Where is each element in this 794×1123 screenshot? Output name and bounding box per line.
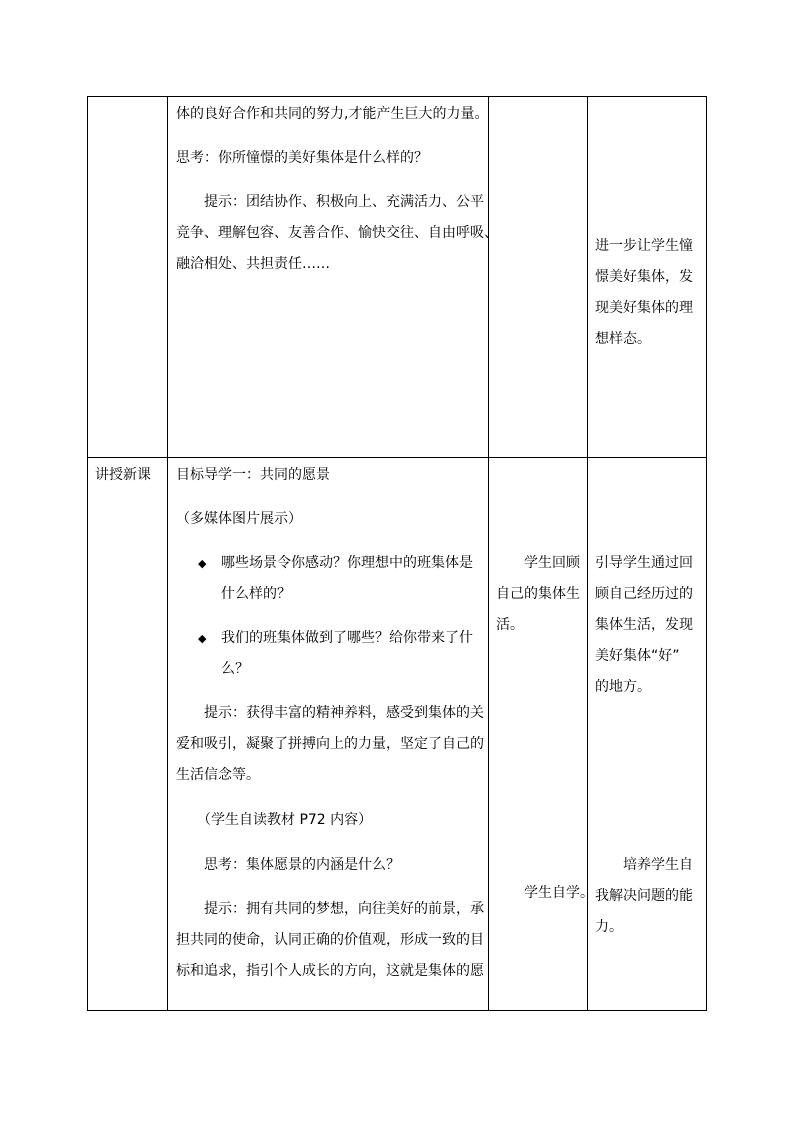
intent-line: 美好集体“好”	[595, 648, 680, 664]
question-line: 我们的班集体做到了哪些？给你带来了什	[221, 630, 473, 646]
column-divider-3	[587, 96, 588, 1011]
self-read-note: （学生自读教材 P72 内容）	[197, 812, 373, 828]
hint-line: 标和追求，指引个人成长的方向，这就是集体的愿	[176, 963, 484, 979]
intent-line: 引导学生通过回	[595, 555, 693, 571]
table-border-right	[706, 96, 707, 1011]
intent-line: 我解决问题的能	[595, 888, 693, 904]
table-border-top	[87, 96, 707, 97]
intent-line: 集体生活，发现	[595, 617, 693, 633]
column-divider-1	[167, 96, 168, 1011]
media-note: （多媒体图片展示）	[176, 511, 302, 527]
table-border-bottom	[87, 1010, 707, 1011]
intent-line: 现美好集体的理	[595, 300, 693, 316]
content-line: 融洽相处、共担责任……	[176, 256, 330, 272]
hint-line: 担共同的使命，认同正确的价值观，形成一致的目	[176, 932, 484, 948]
row-divider	[87, 457, 707, 458]
content-line: 体的良好合作和共同的努力,才能产生巨大的力量。	[176, 106, 489, 122]
goal-heading: 目标导学一：共同的愿景	[176, 467, 330, 483]
intent-line: 憬美好集体，发	[595, 269, 693, 285]
activity-line: 学生回顾	[524, 555, 580, 571]
question-line: 哪些场景令你感动？你理想中的班集体是	[221, 555, 473, 571]
hint-line: 爱和吸引，凝聚了拼搏向上的力量，坚定了自己的	[176, 736, 484, 752]
content-line: 竞争、理解包容、友善合作、愉快交往、自由呼吸、	[176, 225, 498, 241]
intent-line: 的地方。	[595, 679, 651, 695]
intent-line: 顾自己经历过的	[595, 586, 693, 602]
intent-line: 进一步让学生憧	[595, 238, 693, 254]
question-line: 什么样的？	[221, 586, 291, 602]
activity-line: 自己的集体生	[496, 586, 580, 602]
table-border-left	[87, 96, 88, 1011]
bullet-diamond-icon: ◆	[198, 632, 207, 645]
question-line: 么？	[221, 661, 249, 677]
intent-line: 力。	[595, 919, 623, 935]
bullet-diamond-icon: ◆	[198, 557, 207, 570]
activity-line: 活。	[496, 617, 524, 633]
lesson-plan-table	[87, 96, 707, 1011]
content-line: 提示：团结协作、积极向上、充满活力、公平	[204, 194, 484, 210]
intent-line: 培养学生自	[623, 857, 693, 873]
hint-line: 提示：拥有共同的梦想，向往美好的前景，承	[204, 901, 484, 917]
activity-line: 学生自学。	[524, 885, 594, 901]
stage-label: 讲授新课	[95, 467, 151, 483]
intent-line: 想样态。	[595, 331, 651, 347]
hint-line: 提示：获得丰富的精神养料，感受到集体的关	[204, 705, 484, 721]
think-question: 思考：集体愿景的内涵是什么？	[204, 857, 400, 873]
content-line: 思考：你所憧憬的美好集体是什么样的？	[176, 150, 428, 166]
hint-line: 生活信念等。	[176, 767, 260, 783]
